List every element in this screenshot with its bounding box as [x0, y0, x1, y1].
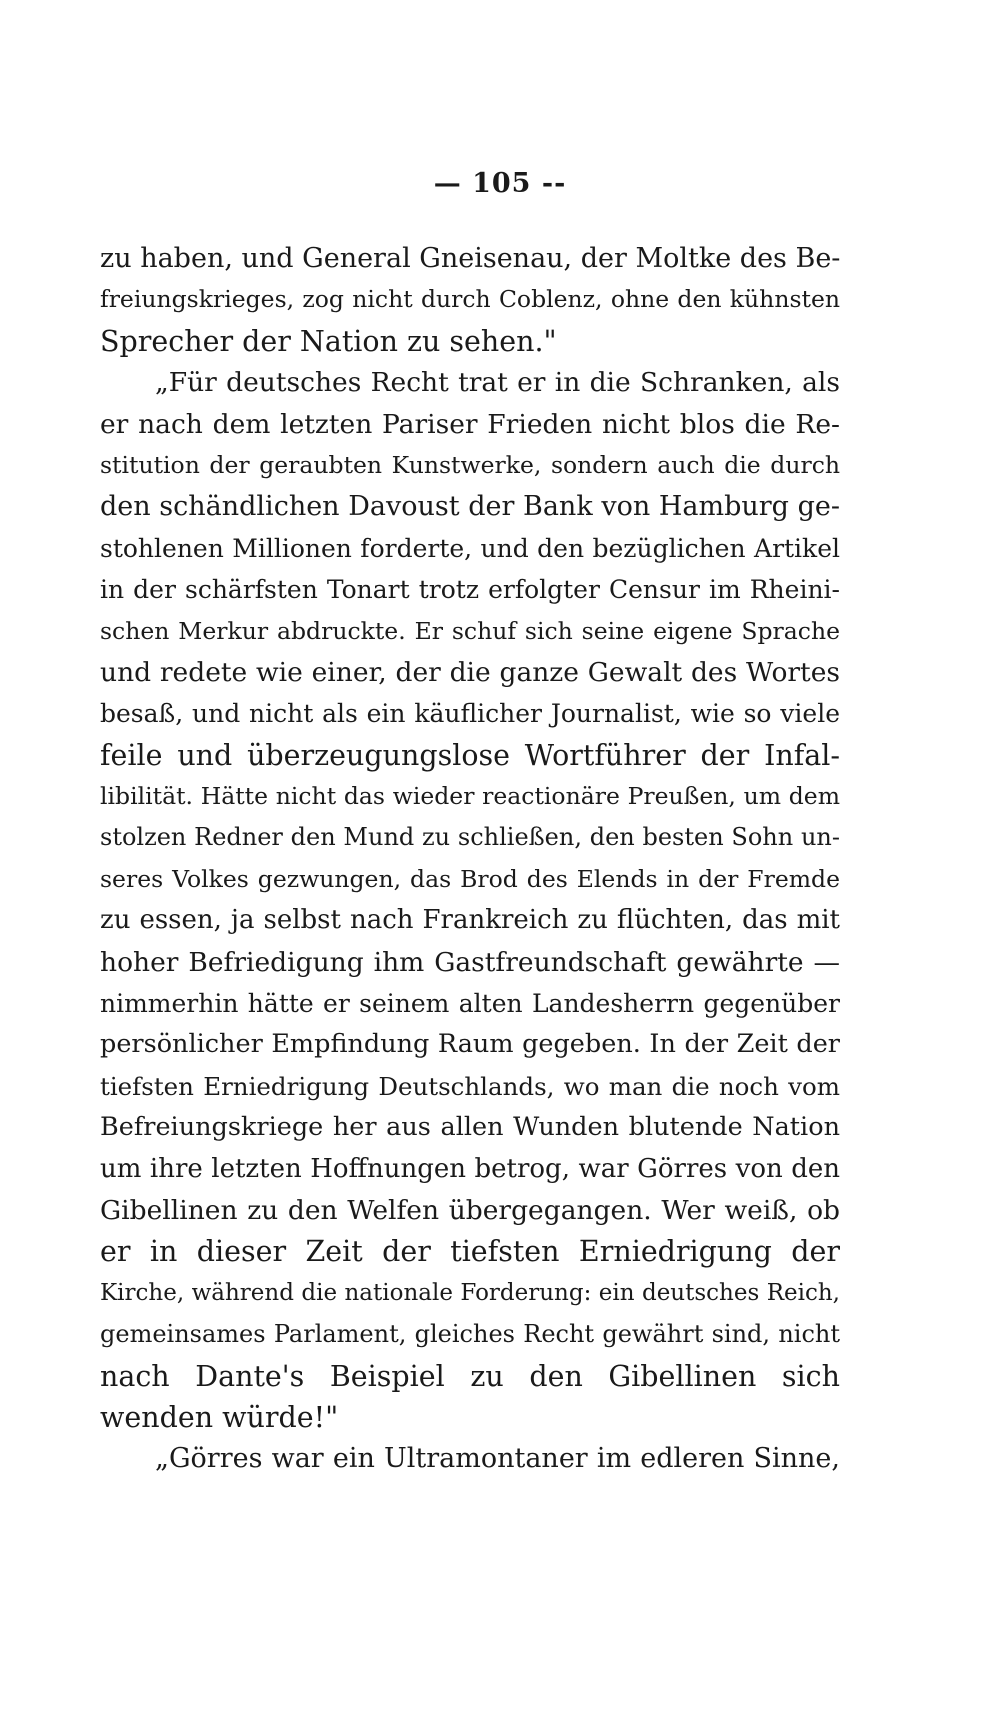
text-line: feile und überzeugungslose Wortführer der Infal-	[100, 738, 840, 772]
page-number: — 105 --	[433, 168, 567, 199]
text-line: besaß, und nicht als ein käuflicher Journalist, wie so viele	[100, 699, 840, 729]
text-line: in der schärfsten Tonart trotz erfolgter Censur im Rheini-	[100, 575, 840, 605]
text-line: Kirche, während die nationale Forderung: ein deutsches Reich,	[100, 1279, 840, 1306]
text-line: stitution der geraubten Kunstwerke, sondern auch die durch	[100, 450, 840, 479]
text-line: Befreiungskriege her aus allen Wunden blutende Nation	[100, 1112, 840, 1143]
text-line: Sprecher der Nation zu sehen."	[100, 324, 557, 358]
text-line: er in dieser Zeit der tiefsten Erniedrigung der	[100, 1235, 840, 1269]
text-line: hoher Befriedigung ihm Gastfreundschaft gewährte —	[100, 946, 840, 978]
text-line: zu essen, ja selbst nach Frankreich zu flüchten, das mit	[100, 905, 840, 936]
text-line: freiungskrieges, zog nicht durch Coblenz, ohne den kühnsten	[100, 285, 840, 314]
text-line: nach Dante's Beispiel zu den Gibellinen sich	[100, 1359, 840, 1393]
text-line: um ihre letzten Hoffnungen betrog, war Görres von den	[100, 1153, 840, 1184]
text-line: stolzen Redner den Mund zu schließen, den besten Sohn un-	[100, 823, 840, 852]
text-line: schen Merkur abdruckte. Er schuf sich seine eigene Sprache	[100, 616, 840, 645]
body-text	[100, 238, 840, 1480]
text-line: nimmerhin hätte er seinem alten Landesherrn gegenüber	[100, 989, 840, 1019]
text-line: stohlenen Millionen forderte, und den bezüglichen Artikel	[100, 533, 840, 563]
text-line: persönlicher Empfindung Raum gegeben. In der Zeit der	[100, 1029, 840, 1060]
text-line: libilität. Hätte nicht das wieder reactionäre Preußen, um dem	[100, 782, 840, 811]
text-line: wenden würde!"	[100, 1400, 339, 1434]
text-line: und redete wie einer, der die ganze Gewalt des Wortes	[100, 656, 840, 688]
text-line: er nach dem letzten Pariser Frieden nicht blos die Re-	[100, 408, 840, 440]
text-line: Gibellinen zu den Welfen übergegangen. Wer weiß, ob	[100, 1194, 840, 1226]
text-line: „Görres war ein Ultramontaner im edleren Sinne,	[155, 1443, 840, 1475]
text-line: zu haben, und General Gneisenau, der Moltke des Be-	[100, 243, 840, 274]
text-line: gemeinsames Parlament, gleiches Recht gewährt sind, nicht	[100, 1320, 840, 1349]
text-line: tiefsten Erniedrigung Deutschlands, wo man die noch vom	[100, 1071, 840, 1101]
text-line: „Für deutsches Recht trat er in die Schranken, als	[155, 367, 840, 399]
text-line: den schändlichen Davoust der Bank von Hamburg ge-	[100, 491, 840, 523]
text-line: seres Volkes gezwungen, das Brod des Elends in der Fremde	[100, 864, 840, 893]
